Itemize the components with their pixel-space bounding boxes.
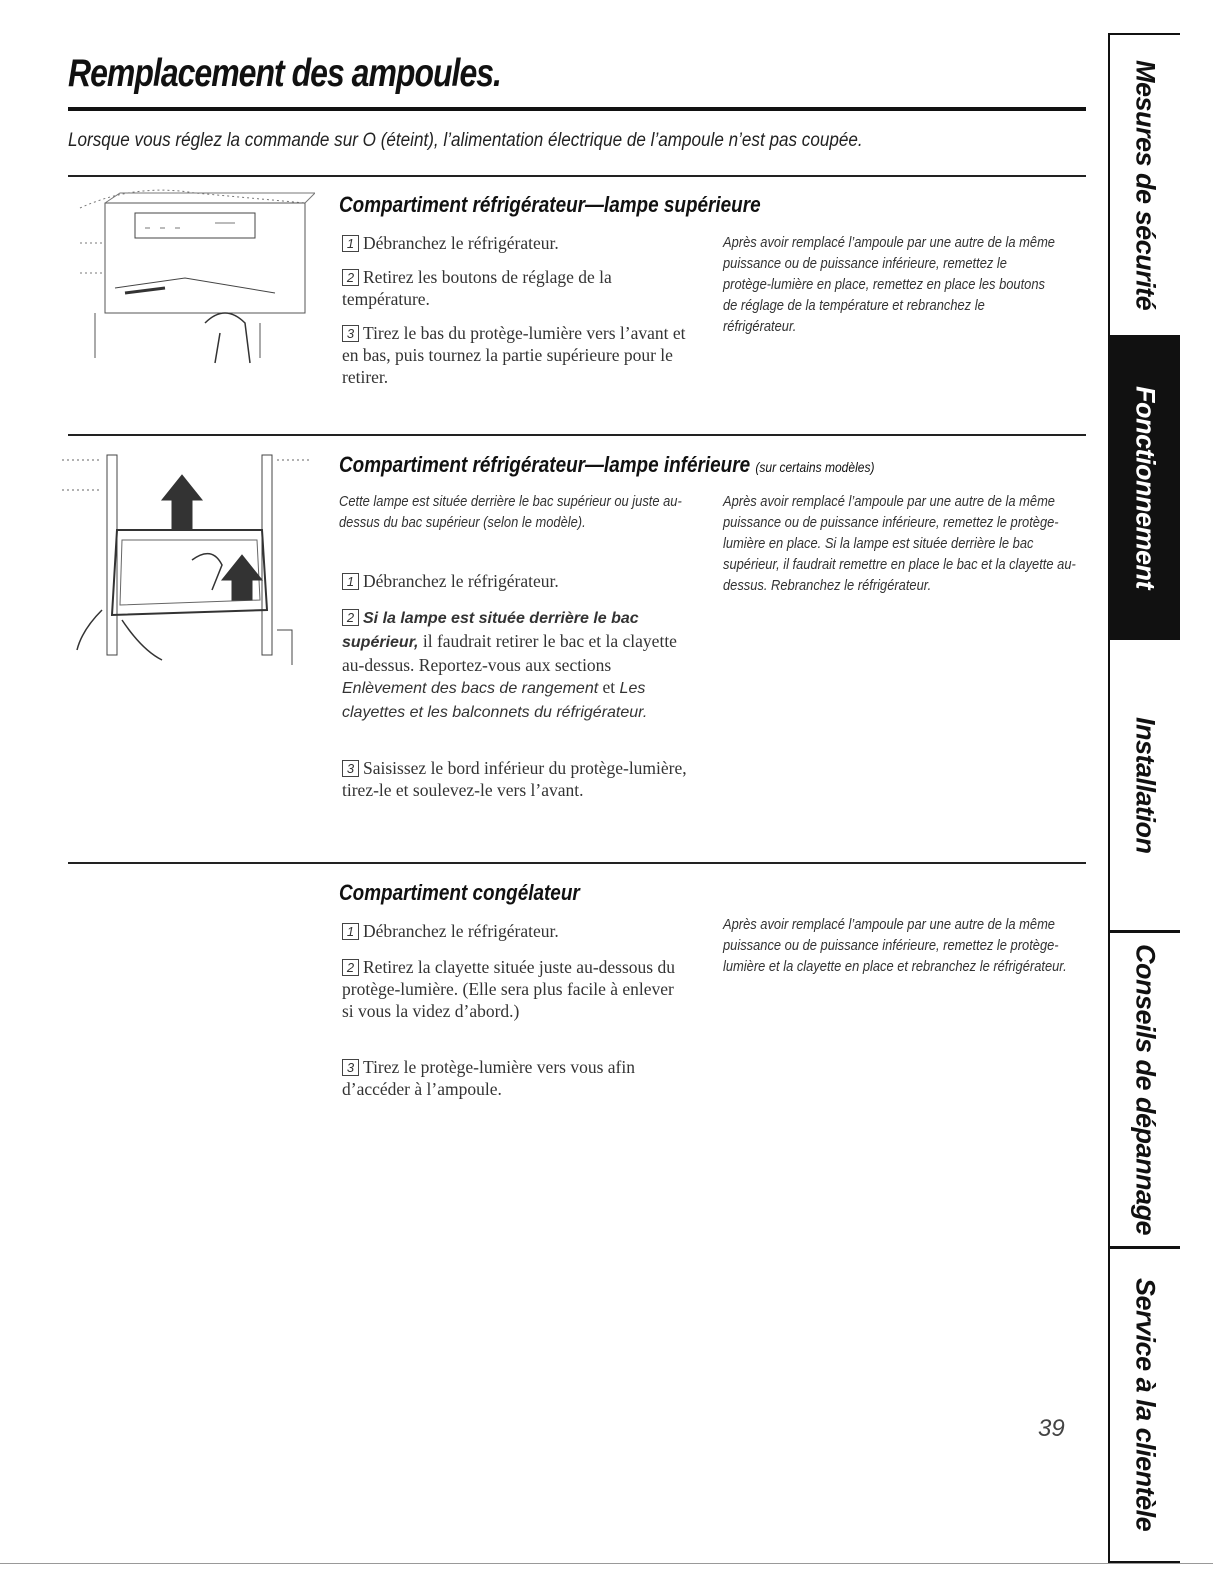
step-text: Débranchez le réfrigérateur. (363, 233, 559, 253)
tab-installation[interactable] (1110, 640, 1180, 930)
step-number: 2 (342, 269, 359, 286)
step-number: 1 (342, 235, 359, 252)
tab-label: Installation (1130, 716, 1161, 854)
step-3 (342, 757, 687, 801)
tab-label: Mesures de sécurité (1130, 59, 1161, 311)
step-number: 1 (342, 923, 359, 940)
step-text: Tirez le bas du protège-lumière vers l’avant et en bas, puis tournez la partie supérieure pour le retirer. (342, 323, 686, 387)
step-number: 3 (342, 1059, 359, 1076)
section-heading-upper: Compartiment réfrigérateur—lampe supérieure (339, 192, 761, 217)
step-text: Tirez le protège-lumière vers vous afin d’accéder à l’ampoule. (342, 1057, 635, 1099)
section-note-freezer: Après avoir remplacé l’ampoule par une autre de la même puissance ou de puissance inférieure, remettez le protège-lumière et la clayette en place et rebranchez le réfrigérateur. (723, 916, 1067, 975)
step-3 (342, 322, 687, 388)
page-title: Remplacement des ampoules. (68, 52, 501, 95)
tab-service-a-la-clientele[interactable] (1110, 1249, 1180, 1561)
step-text: Débranchez le réfrigérateur. (363, 921, 559, 941)
step-number: 2 (342, 609, 359, 626)
step-1 (342, 570, 687, 592)
tab-label: Service à la clientèle (1130, 1278, 1161, 1532)
tab-label: Conseils de dépannage (1130, 943, 1161, 1236)
step-number: 3 (342, 325, 359, 342)
step-2 (342, 606, 687, 724)
step-text: Débranchez le réfrigérateur. (363, 571, 559, 591)
step-text: Saisissez le bord inférieur du protège-lumière, tirez-le et soulevez-le vers l’avant. (342, 758, 687, 800)
tab-label: Fonctionnement (1130, 386, 1161, 589)
illustration-lower-lamp (62, 450, 312, 685)
page-number: 39 (1038, 1415, 1065, 1442)
step-number: 2 (342, 959, 359, 976)
page-subtitle: Lorsque vous réglez la commande sur O (éteint), l’alimentation électrique de l’ampoule n’est pas coupée. (68, 130, 863, 151)
section-note-upper: Après avoir remplacé l’ampoule par une autre de la même puissance ou de puissance inférieure, remettez le protège-lumière en place, remettez en place les boutons de réglage de la température et rebranchez le réfrigérateur. (723, 234, 1055, 335)
step-2 (342, 266, 687, 310)
heading-note: (sur certains modèles) (755, 459, 875, 475)
section-divider (68, 175, 1086, 177)
step-number: 1 (342, 573, 359, 590)
section-divider (68, 862, 1086, 864)
section-note-lower: Après avoir remplacé l’ampoule par une autre de la même puissance ou de puissance inférieure, remettez le protège-lumière en place. Si la lampe est située derrière le bac supérieur, il faudrait remettre en place le bac et la clayette au-dessus. Rebranchez le réfrigérateur. (723, 493, 1076, 594)
step-number: 3 (342, 760, 359, 777)
tab-conseils-de-depannage[interactable] (1110, 933, 1180, 1246)
step-bold-text: Si la lampe est située derrière le bac supérieur, (342, 610, 639, 651)
tab-mesures-de-securite[interactable] (1110, 35, 1180, 335)
step-1 (342, 920, 687, 942)
tab-fonctionnement[interactable] (1110, 335, 1180, 640)
side-tab-strip (1108, 33, 1180, 1563)
section-heading-freezer: Compartiment congélateur (339, 880, 580, 905)
step-text: et (598, 677, 620, 697)
title-rule (68, 107, 1086, 111)
illustration-upper-lamp (75, 183, 315, 368)
section-heading-lower (339, 452, 874, 478)
heading-text: Compartiment réfrigérateur—lampe inférieure (339, 452, 751, 477)
section-reference: Les clayettes et les balconnets du réfrigérateur. (342, 680, 648, 721)
step-2 (342, 956, 687, 1022)
section-reference: Enlèvement des bacs de rangement (342, 680, 599, 697)
step-1 (342, 232, 687, 254)
step-text: Retirez les boutons de réglage de la température. (342, 267, 612, 309)
step-text: Retirez la clayette située juste au-dessous du protège-lumière. (Elle sera plus facile à enlever si vous la videz d’abord.) (342, 957, 675, 1021)
section-divider (68, 434, 1086, 436)
section-intro-lower: Cette lampe est située derrière le bac supérieur ou juste au-dessus du bac supérieur (selon le modèle). (339, 493, 682, 531)
bottom-edge-line (0, 1563, 1213, 1564)
step-text: il faudrait retirer le bac et la clayette au-dessus. Reportez-vous aux sections (342, 631, 677, 675)
step-3 (342, 1056, 687, 1100)
